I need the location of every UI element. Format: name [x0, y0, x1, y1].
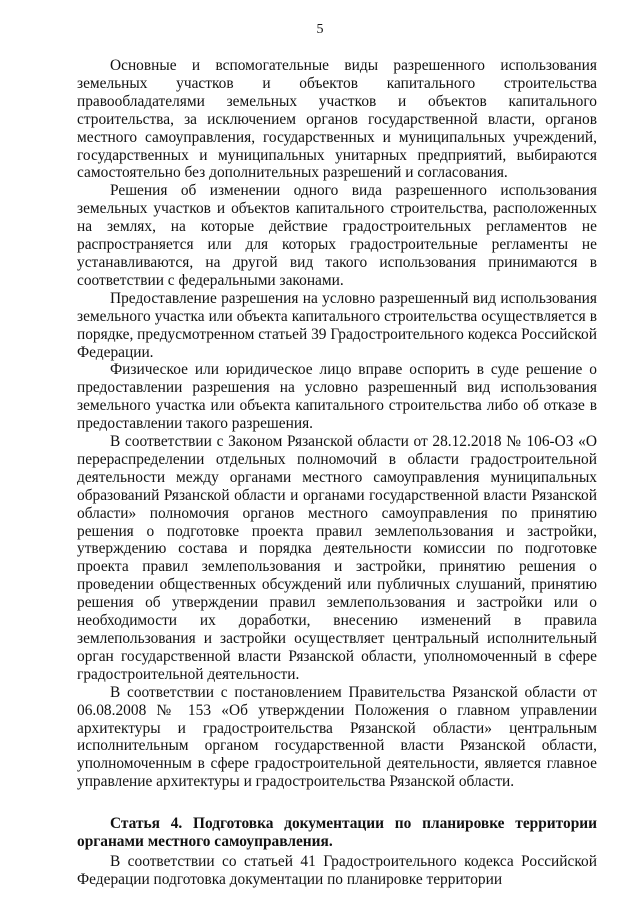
- article-4-paragraph: В соответствии со статьей 41 Градостроительного кодекса Российской Федерации подготовка документации по планировке территории: [77, 852, 597, 888]
- paragraph-regional-law: В соответствии с Законом Рязанской области от 28.12.2018 № 106-ОЗ «О перераспределении отдельных полномочий в области градостроительной деятельности между органами местного самоуправления муниципальных образований Рязанской области и органами государственной власти Рязанской области» полномочия органов местного самоуправления по принятию решения о подготовке проекта правил землепользования и застройки, утверждению состава и порядка деятельности комиссии по подготовке проекта правил землепользования и застройки, принятию решения о проведении общественных обсуждений или публичных слушаний, принятию решения об утверждении правил землепользования и застройки или о необходимости их доработки, внесению изменений в правила землепользования и застройки осуществляет центральный исполнительный орган государственной власти Рязанской области, уполномоченный в сфере градостроительной деятельности.: [77, 433, 597, 683]
- paragraph-change-of-use: Решения об изменении одного вида разрешенного использования земельных участков и объектов капитального строительства, расположенных на землях, на которые действие градостроительных регламентов не распространяется или для которых градостроительные регламенты не устанавливаются, на другой вид такого использования принимаются в соответствии с федеральными законами.: [77, 182, 597, 289]
- paragraph-court-appeal: Физическое или юридическое лицо вправе оспорить в суде решение о предоставлении разрешения на условно разрешенный вид использования земельного участка или объекта капитального строительства либо об отказе в предоставлении такого разрешения.: [77, 361, 597, 433]
- document-body: [77, 57, 597, 889]
- page-number: 5: [316, 22, 324, 37]
- paragraph-government-resolution: В соответствии с постановлением Правительства Рязанской области от 06.08.2008 № 153 «Об утверждении Положения о главном управлении архитектуры и градостроительства Рязанской области» центральным исполнительным органом государственной власти Рязанской области, уполномоченным в сфере градостроительной деятельности, является главное управление архитектуры и градостроительства Рязанской области.: [77, 683, 597, 791]
- paragraph-conditional-permit: Предоставление разрешения на условно разрешенный вид использования земельного участка или объекта капитального строительства осуществляется в порядке, предусмотренном статьей 39 Градостроительного кодекса Российской Федерации.: [77, 289, 597, 361]
- paragraph-permitted-use: Основные и вспомогательные виды разрешенного использования земельных участков и объектов капитального строительства правообладателями земельных участков и объектов капитального строительства, за исключением органов государственной власти, органов местного самоуправления, государственных и муниципальных учреждений, государственных и муниципальных унитарных предприятий, выбираются самостоятельно без дополнительных разрешений и согласования.: [77, 57, 597, 182]
- article-4-heading: Статья 4. Подготовка документации по планировке территории органами местного самоуправления.: [77, 815, 597, 851]
